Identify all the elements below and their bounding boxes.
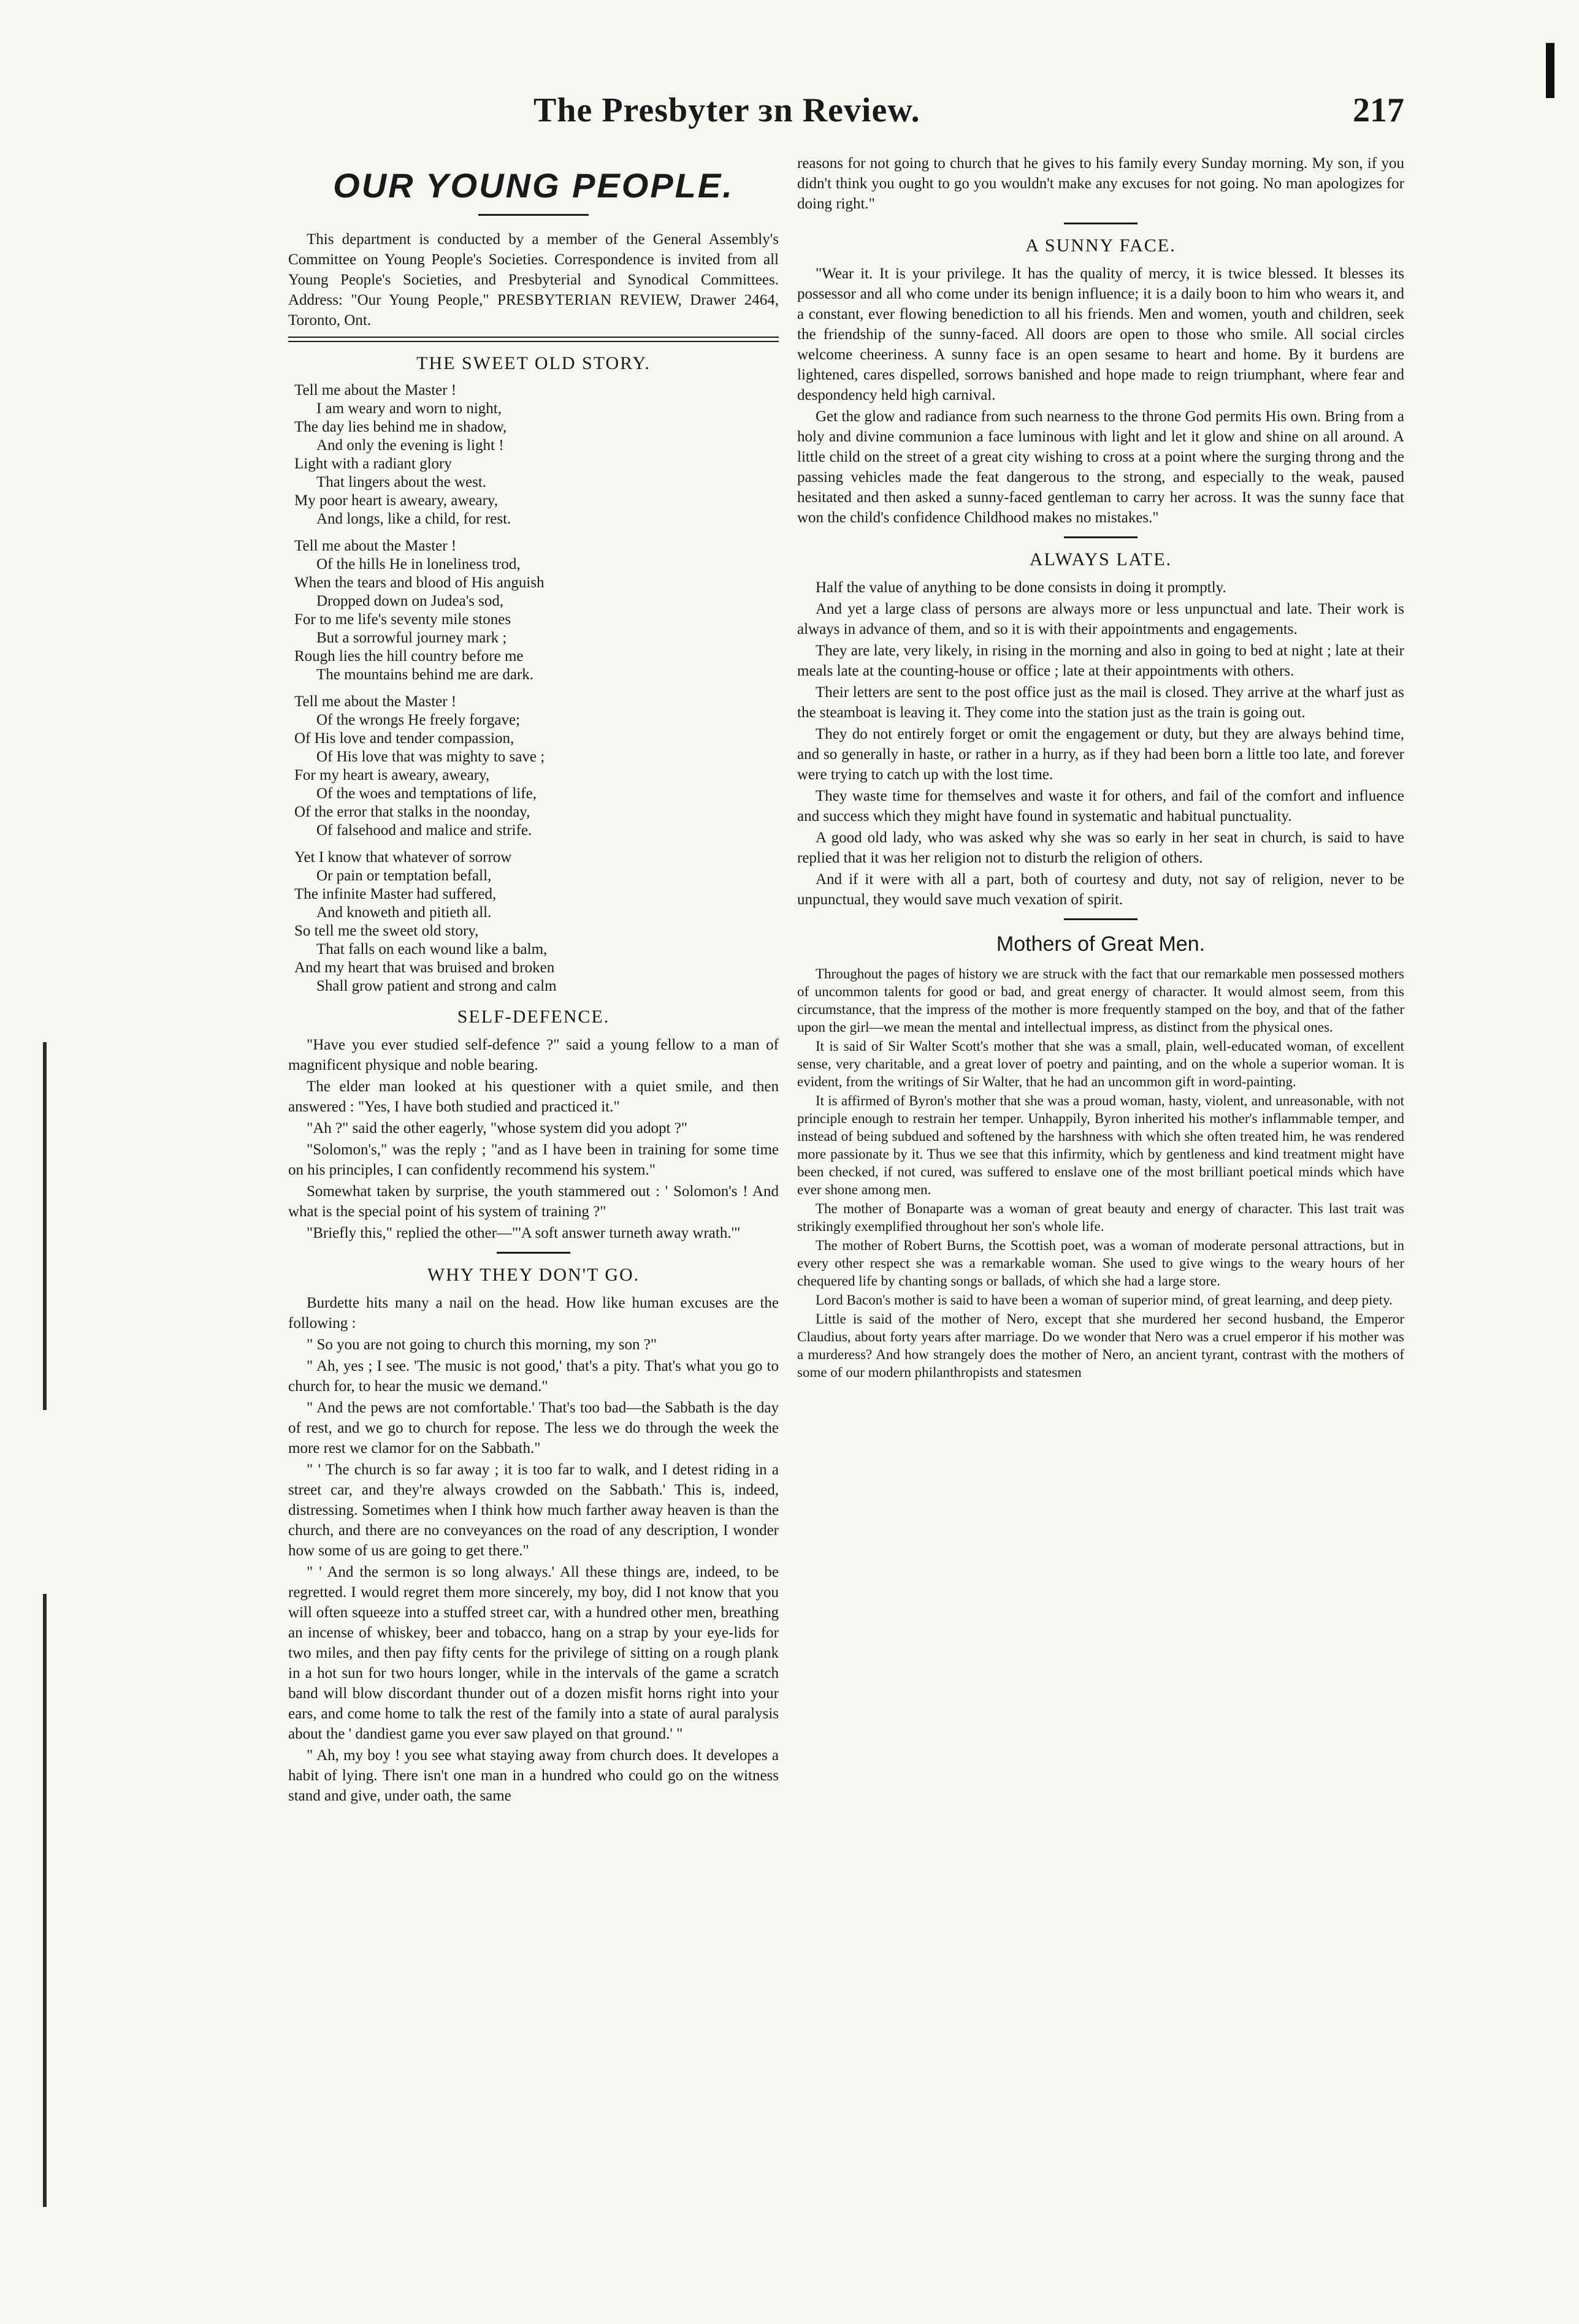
poem-line: Of the error that stalks in the noonday, bbox=[294, 804, 530, 820]
paragraph: Half the value of anything to be done consists in doing it promptly. bbox=[816, 579, 1226, 596]
paragraph: It is said of Sir Walter Scott's mother that she was a small, plain, well-educated woman, of excellent sense, very charitable, and a great lover of poetry and painting, and on the whole a superior woman. It is evident, from the writings of Sir Walter, that he had an uncommon gift in word-painting. bbox=[797, 1038, 1404, 1089]
poem-line: So tell me the sweet old story, bbox=[294, 923, 479, 939]
poem-line: My poor heart is aweary, aweary, bbox=[294, 492, 499, 509]
poem-line: Light with a radiant glory bbox=[294, 455, 452, 472]
paragraph: Somewhat taken by surprise, the youth stammered out : ' Solomon's ! And what is the special point of his system of training ?" bbox=[288, 1183, 779, 1220]
margin-binding-mark bbox=[43, 1042, 47, 1410]
poem-line: Tell me about the Master ! bbox=[294, 693, 457, 710]
poem-stanza bbox=[294, 537, 779, 684]
title-rule bbox=[478, 214, 589, 216]
poem-line: Of the woes and temptations of life, bbox=[316, 785, 537, 802]
page-edge-mark bbox=[1546, 43, 1554, 98]
poem-line: Yet I know that whatever of sorrow bbox=[294, 849, 512, 866]
poem-line: Of His love and tender compassion, bbox=[294, 730, 514, 747]
paragraph: The elder man looked at his questioner with a quiet smile, and then answered : "Yes, I have both studied and practiced it." bbox=[288, 1078, 779, 1115]
paragraph: The mother of Robert Burns, the Scottish poet, was a woman of moderate personal attractions, but in every other respect she was a remarkable woman. She used to give wings to the weary hours of her chequered life by chanting songs or ballads, of which she had a large store. bbox=[797, 1238, 1404, 1289]
late-title: ALWAYS LATE. bbox=[1029, 549, 1172, 570]
poem-line: For my heart is aweary, aweary, bbox=[294, 767, 490, 783]
page-number: 217 bbox=[1353, 91, 1404, 129]
paragraph: They are late, very likely, in rising in the morning and also in going to bed at night ; late at their meals late at the counting-house or office ; late at their appointments with others. bbox=[797, 642, 1404, 679]
paragraph: Little is said of the mother of Nero, except that she murdered her second husband, the Emperor Claudius, about forty years after marriage. Do we wonder that Nero was a cruel emperor if his mother was a murderess? And how strangely does the mother of Nero, an ancient tyrant, contrast with the mothers of some of our modern philanthropists and statesmen bbox=[797, 1311, 1404, 1380]
poem bbox=[288, 381, 779, 996]
paragraph: Throughout the pages of history we are struck with the fact that our remarkable men possessed mothers of uncommon talents for good or bad, and great energy of character. It would almost seem, from this circumstance, that the impress of the mother is more frequently stamped on the boy, and that of the father upon the girl—we mean the mental and intellectual impress, as distinct from the physical ones. bbox=[797, 966, 1404, 1035]
poem-line: And knoweth and pitieth all. bbox=[316, 904, 492, 921]
why-title: WHY THEY DON'T GO. bbox=[427, 1265, 640, 1285]
late-article bbox=[797, 577, 1404, 910]
paragraph: " And the pews are not comfortable.' That's too bad—the Sabbath is the day of rest, and we go to church for repose. The less we do through the week the more rest we clamor for on the Sabbath." bbox=[288, 1400, 779, 1457]
poem-line: Of the wrongs He freely forgave; bbox=[316, 712, 521, 728]
margin-binding-mark bbox=[43, 1594, 47, 2207]
poem-line: Or pain or temptation befall, bbox=[316, 867, 492, 884]
department-intro: This department is conducted by a member of the General Assembly's Committee on Young People's Societies. Correspondence is invited from all Young People's Societies, and Presbyterial and Synodical Committees. Address: "Our Young People," PRESBYTERIAN REVIEW, Drawer 2464, Toronto, Ont. bbox=[288, 231, 779, 329]
poem-line: Tell me about the Master ! bbox=[294, 538, 457, 554]
why-article bbox=[288, 1293, 779, 1806]
poem-line: Of the hills He in loneliness trod, bbox=[316, 556, 521, 573]
section-rule bbox=[1064, 918, 1137, 920]
double-rule bbox=[288, 337, 779, 342]
paragraph: " Ah, my boy ! you see what staying away from church does. It developes a habit of lying. There isn't one man in a hundred who could go on the witness stand and give, under oath, the same bbox=[288, 1747, 779, 1804]
paragraph: Get the glow and radiance from such nearness to the throne God permits His own. Bring from a holy and divine communion a face luminous with light and let it glow and shine on all around. A little child on the street of a great city wishing to cross at a point where the surging throng and the passing vehicles made the feat dangerous to the strong, and especially to the weak, paused hesitated and then asked a sunny-faced gentleman to carry her across. It was the sunny face that won the child's confidence Childhood makes no mistakes." bbox=[797, 408, 1404, 526]
poem-line: The infinite Master had suffered, bbox=[294, 886, 497, 902]
paragraph: And if it were with all a part, both of courtesy and duty, not say of religion, never to be unpunctual, they would save much vexation of spirit. bbox=[797, 871, 1404, 908]
poem-line: The mountains behind me are dark. bbox=[316, 666, 534, 683]
paragraph: They do not entirely forget or omit the engagement or duty, but they are always behind time, and so generally in haste, or rather in a hurry, as if they had been born a little too late, and forever were trying to catch up with the lost time. bbox=[797, 726, 1404, 783]
paragraph: " Ah, yes ; I see. 'The music is not good,' that's a pity. That's what you go to church for, to hear the music we demand." bbox=[288, 1358, 779, 1395]
paragraph: The mother of Bonaparte was a woman of great beauty and energy of character. This last trait was strikingly exemplified throughout her son's whole life. bbox=[797, 1201, 1404, 1234]
poem-line: When the tears and blood of His anguish bbox=[294, 574, 545, 591]
sunny-article bbox=[797, 264, 1404, 528]
paragraph: "Solomon's," was the reply ; "and as I have been in training for some time on his principles, I can confidently recommend his system." bbox=[288, 1141, 779, 1178]
paragraph: Their letters are sent to the post office just as the mail is closed. They arrive at the wharf just as the steamboat is leaving it. They come into the station just as the train is going out. bbox=[797, 684, 1404, 721]
mothers-article bbox=[797, 965, 1404, 1381]
section-rule bbox=[497, 1252, 570, 1254]
poem-line: Shall grow patient and strong and calm bbox=[316, 978, 557, 994]
poem-line: For to me life's seventy mile stones bbox=[294, 611, 511, 628]
poem-line: Rough lies the hill country before me bbox=[294, 648, 524, 665]
right-column bbox=[797, 153, 1404, 1382]
poem-line: I am weary and worn to night, bbox=[316, 400, 502, 417]
poem-line: That lingers about the west. bbox=[316, 474, 487, 490]
mothers-title: Mothers of Great Men. bbox=[996, 932, 1206, 956]
paragraph: And yet a large class of persons are always more or less unpunctual and late. Their work is always in advance of them, and so it is with their appointments and engagements. bbox=[797, 601, 1404, 638]
poem-line: The day lies behind me in shadow, bbox=[294, 419, 507, 435]
poem-line: Of His love that was mighty to save ; bbox=[316, 749, 545, 765]
paragraph: " ' And the sermon is so long always.' All these things are, indeed, to be regretted. I would regret them more sincerely, my boy, did I not know that you will often squeeze into a stuffed street car, with a hundred other men, breathing an incense of whiskey, beer and tobacco, hang on a strap by your eye-lids for two miles, and then pay fifty cents for the privilege of sitting on a rough plank in a hot sun for two hours longer, while in the intervals of the game a scratch band will blow discordant thunder out of a dozen misfit horns right into your ears, and come home to talk the rest of the family into a state of aural paralysis about the ' dandiest game you ever saw played on that ground.' " bbox=[288, 1564, 779, 1742]
paragraph: They waste time for themselves and waste it for others, and fail of the comfort and influence and success which they might have found in systematic and habitual punctuality. bbox=[797, 788, 1404, 825]
paragraph: " So you are not going to church this morning, my son ?" bbox=[307, 1336, 657, 1353]
section-rule bbox=[1064, 536, 1137, 538]
poem-title: THE SWEET OLD STORY. bbox=[416, 353, 651, 373]
paragraph: " ' The church is so far away ; it is too far to walk, and I detest riding in a street car, and they're always crowded on the Sabbath.' This is, indeed, distressing. Sometimes when I think how much farther away heaven is than the church, and there are no conveyances on the road of any description, I wonder how some of us are going to get there." bbox=[288, 1461, 779, 1559]
section-rule bbox=[1064, 223, 1137, 224]
paragraph: "Have you ever studied self-defence ?" said a young fellow to a man of magnificent physique and noble bearing. bbox=[288, 1037, 779, 1073]
paragraph: Burdette hits many a nail on the head. How like human excuses are the following : bbox=[288, 1295, 779, 1332]
poem-line: And longs, like a child, for rest. bbox=[316, 511, 511, 527]
paragraph: It is affirmed of Byron's mother that she was a proud woman, hasty, violent, and unreasonable, with not principle enough to restrain her temper. Unhappily, Byron inherited his mother's inflammable temper, and instead of being subdued and softened by the harshness with which she often treated him, he was rendered more passionate by it. Thus we see that this infirmity, which by gentleness and kind treatment might have been checked, if not cured, was suffered to enslave one of the most brilliant poetical minds which have ever shone among men. bbox=[797, 1093, 1404, 1197]
poem-line: But a sorrowful journey mark ; bbox=[316, 630, 507, 646]
continued-text: reasons for not going to church that he gives to his family every Sunday morning. My son, if you didn't think you ought to go you wouldn't make any excuses for not going. No man apologizes for doing right." bbox=[797, 155, 1404, 212]
poem-line: Tell me about the Master ! bbox=[294, 382, 457, 398]
paragraph: "Briefly this," replied the other—"'A soft answer turneth away wrath.'" bbox=[307, 1225, 741, 1241]
poem-stanza bbox=[294, 381, 779, 528]
section-title: OUR YOUNG PEOPLE. bbox=[333, 166, 734, 205]
self-defence-article bbox=[288, 1035, 779, 1243]
running-header bbox=[533, 91, 1404, 146]
self-defence-title: SELF-DEFENCE. bbox=[457, 1007, 610, 1027]
poem-line: Of falsehood and malice and strife. bbox=[316, 822, 532, 839]
poem-stanza bbox=[294, 848, 779, 996]
paragraph: "Wear it. It is your privilege. It has the quality of mercy, it is twice blessed. It blesses its possessor and all who come under its benign influence; it is a daily boon to him who wears it, and a constant, ever flowing benediction to all his friends. Men and women, youth and children, seek the friendship of the sunny-faced. All doors are open to those who smile. All social circles welcome cheeriness. A sunny face is an open sesame to heart and home. By it burdens are lightened, cares dispelled, sorrows banished and hope made to reign triumphant, where fear and despondency held high carnival. bbox=[797, 265, 1404, 403]
poem-line: And only the evening is light ! bbox=[316, 437, 504, 454]
left-column bbox=[288, 166, 779, 1807]
paragraph: A good old lady, who was asked why she was so early in her seat in church, is said to have replied that it was her religion not to disturb the religion of others. bbox=[797, 829, 1404, 866]
poem-line: And my heart that was bruised and broken bbox=[294, 959, 555, 976]
paragraph: Lord Bacon's mother is said to have been a woman of superior mind, of great learning, and deep piety. bbox=[816, 1292, 1393, 1308]
poem-line: Dropped down on Judea's sod, bbox=[316, 593, 504, 609]
sunny-title: A SUNNY FACE. bbox=[1025, 235, 1176, 256]
poem-line: That falls on each wound like a balm, bbox=[316, 941, 548, 958]
paragraph: "Ah ?" said the other eagerly, "whose system did you adopt ?" bbox=[307, 1120, 687, 1137]
journal-title: The Presbyter ɜn Review. bbox=[533, 91, 920, 129]
poem-stanza bbox=[294, 693, 779, 840]
